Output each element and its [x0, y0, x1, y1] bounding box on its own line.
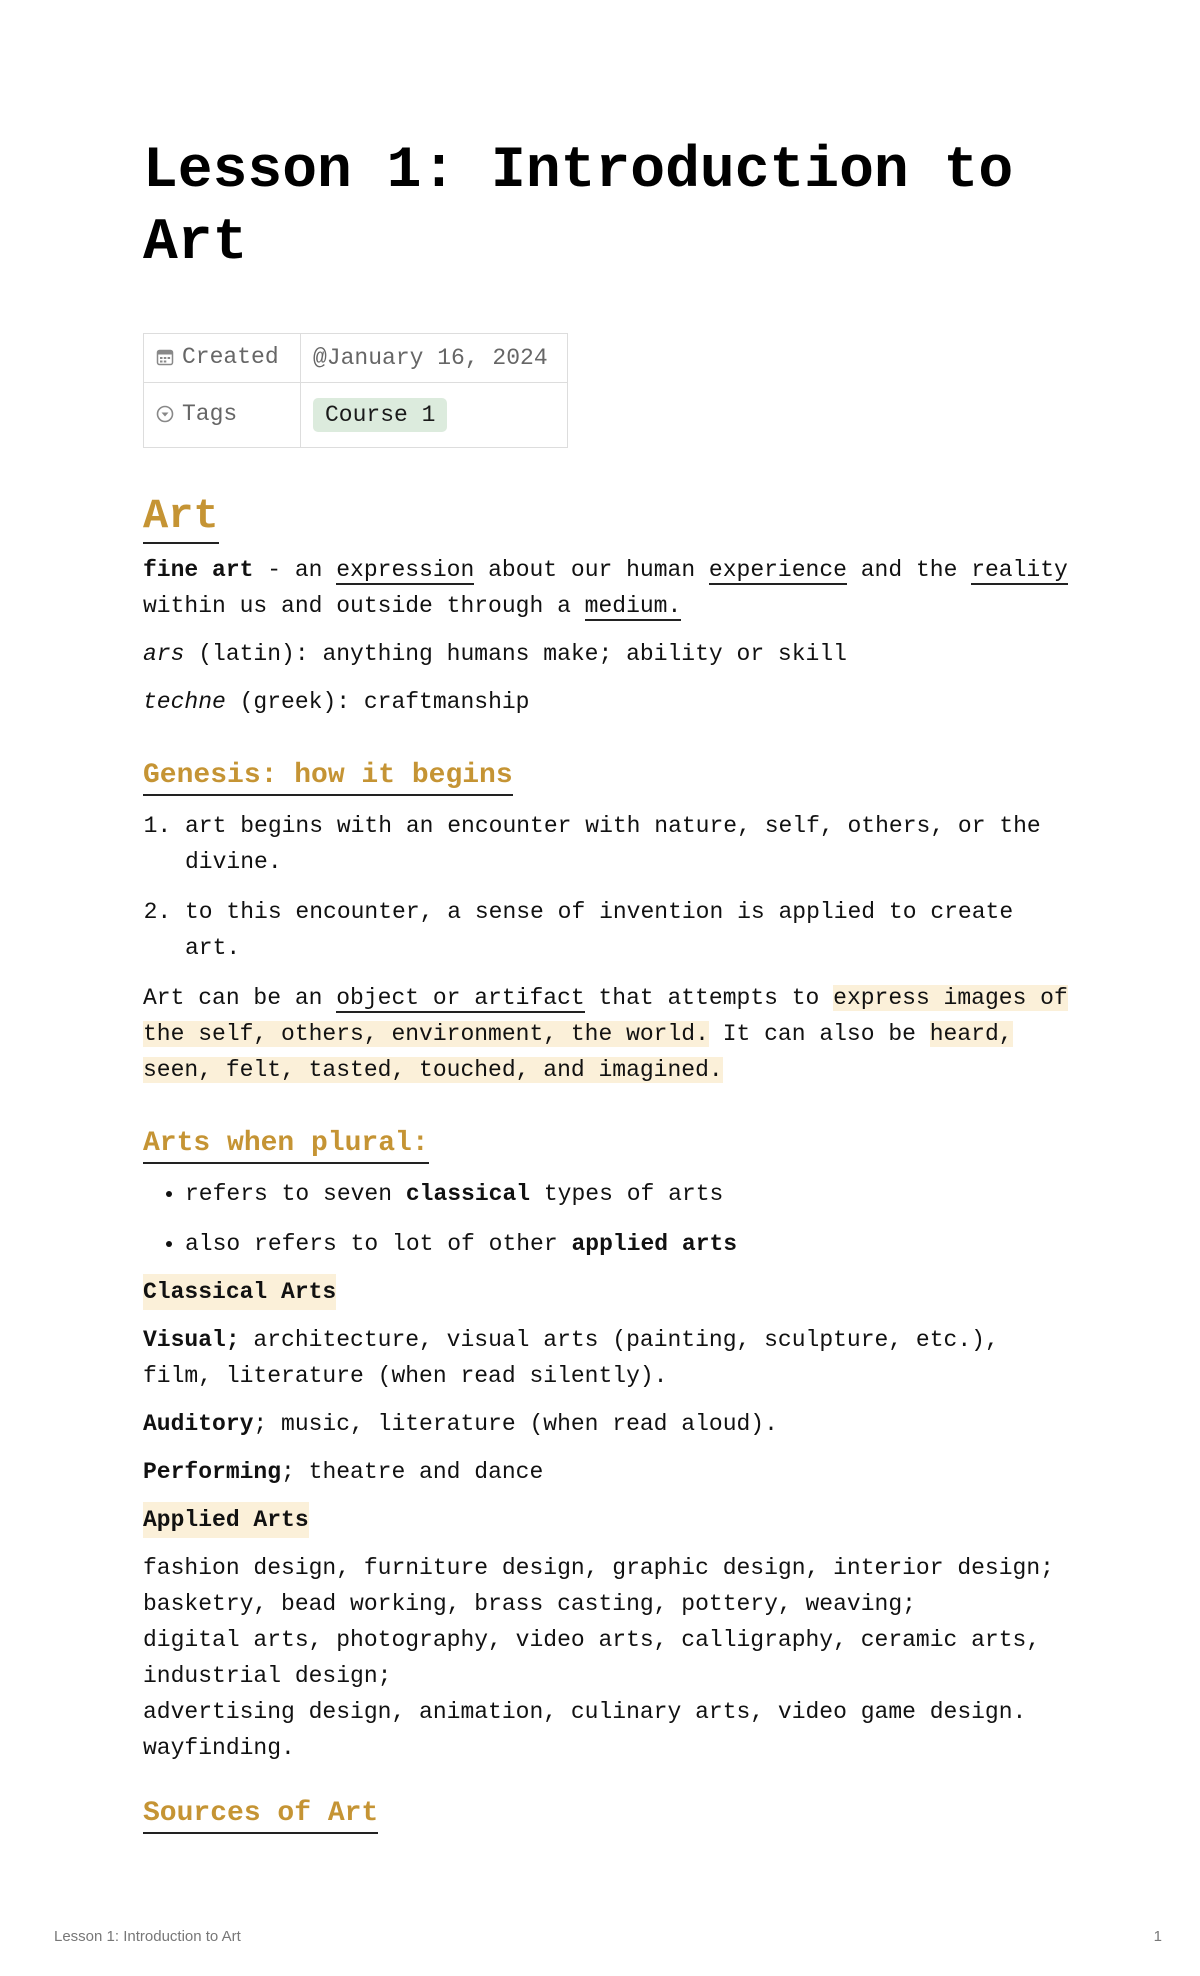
underlined-expression: expression — [336, 557, 475, 583]
property-tags-value — [301, 383, 568, 448]
classical-visual — [143, 1322, 1073, 1394]
text: and the — [846, 557, 972, 583]
text: types of arts — [530, 1181, 724, 1207]
ars-definition — [143, 636, 1073, 672]
bold-performing: Performing — [143, 1459, 282, 1485]
genesis-list — [143, 808, 1073, 966]
calendar-icon — [156, 347, 174, 373]
genesis-paragraph — [143, 980, 1073, 1088]
tag-course-1[interactable]: Course 1 — [313, 398, 447, 432]
text: ; theatre and dance — [281, 1459, 544, 1485]
text: basketry, bead working, brass casting, pottery, weaving; — [143, 1591, 916, 1617]
underlined-medium: medium. — [584, 593, 682, 619]
fine-art-definition — [143, 552, 1073, 624]
bold-classical: classical — [405, 1181, 531, 1207]
bold-visual: Visual; — [143, 1327, 240, 1353]
classical-auditory — [143, 1406, 1073, 1442]
text: fashion design, furniture design, graphic design, interior design; — [143, 1555, 1054, 1581]
property-created-row — [144, 334, 568, 383]
property-created-key — [144, 334, 301, 383]
text: (latin): anything humans make; ability or skill — [184, 641, 847, 667]
list-item: 2. to this encounter, a sense of invention is applied to create art. — [185, 894, 1073, 966]
classical-performing — [143, 1454, 1073, 1490]
heading-sources-of-art: Sources of Art — [143, 1796, 378, 1834]
properties-table — [143, 333, 568, 448]
page-content — [143, 490, 1073, 1846]
text: It can also be — [708, 1021, 930, 1047]
heading-arts-plural: Arts when plural: — [143, 1126, 429, 1164]
bold-auditory: Auditory — [143, 1411, 254, 1437]
page-title: Lesson 1: Introduction to Art — [143, 139, 1014, 276]
text: digital arts, photography, video arts, calligraphy, ceramic arts, industrial design; — [143, 1627, 1041, 1689]
underlined-experience: experience — [708, 557, 847, 583]
property-created-value[interactable]: @January 16, 2024 — [301, 334, 568, 383]
text: about our human — [474, 557, 709, 583]
techne-definition — [143, 684, 1073, 720]
underlined-object: object or artifact — [336, 985, 585, 1011]
text: within us and outside through a — [143, 593, 585, 619]
list-item — [185, 1176, 1073, 1212]
heading-classical-arts: Classical Arts — [143, 1274, 336, 1310]
property-tags-row — [144, 383, 568, 448]
text: - an — [253, 557, 337, 583]
highlight-senses: heard, seen, felt, tasted, touched, and imagined. — [143, 1021, 1013, 1083]
text: advertising design, animation, culinary arts, video game design. wayfinding. — [143, 1699, 1027, 1761]
property-tags-label: Tags — [182, 400, 238, 427]
highlight-express-images: express images of the self, others, environment, the world. — [143, 985, 1068, 1047]
heading-genesis: Genesis: how it begins — [143, 758, 513, 796]
list-item — [185, 1226, 1073, 1262]
text: Art can be an — [143, 985, 337, 1011]
techne-term: techne — [143, 689, 226, 715]
bold-applied-arts: applied arts — [571, 1231, 738, 1257]
property-created-label: Created — [182, 343, 279, 370]
ars-term: ars — [143, 641, 185, 667]
text: refers to seven — [185, 1181, 406, 1207]
list-item: 1. art begins with an encounter with nature, self, others, or the divine. — [185, 808, 1073, 880]
text: architecture, visual arts (painting, sculpture, etc.), film, literature (when read silently). — [143, 1327, 999, 1389]
text: ; music, literature (when read aloud). — [253, 1411, 778, 1437]
text: (greek): craftmanship — [225, 689, 530, 715]
property-tags-key — [144, 383, 301, 448]
plural-list — [143, 1176, 1073, 1262]
heading-applied-arts: Applied Arts — [143, 1502, 309, 1538]
applied-arts-list — [143, 1550, 1073, 1766]
footer-document-title: Lesson 1: Introduction to Art — [54, 1928, 241, 1945]
text: also refers to lot of other — [185, 1231, 572, 1257]
underlined-reality: reality — [971, 557, 1068, 583]
dropdown-circle-icon — [156, 404, 174, 430]
text: that attempts to — [584, 985, 834, 1011]
footer-page-number: 1 — [1153, 1928, 1162, 1945]
fine-art-term: fine art — [143, 557, 254, 583]
heading-art: Art — [143, 490, 219, 544]
